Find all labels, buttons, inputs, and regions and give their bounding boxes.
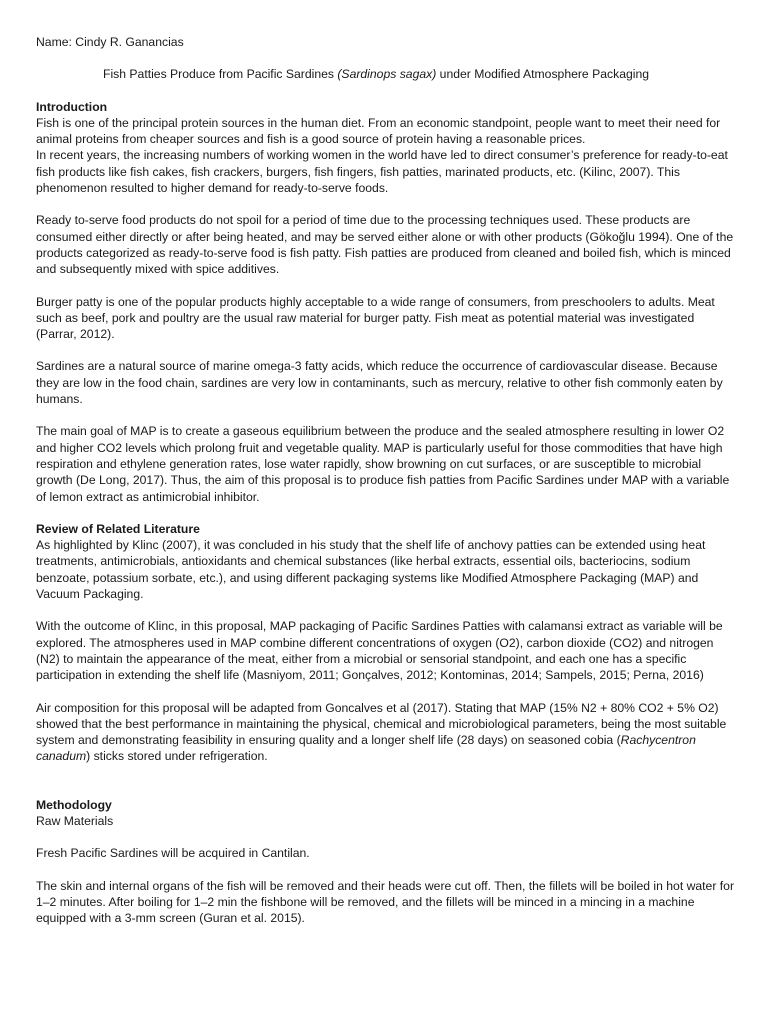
title-text-after: under Modified Atmosphere Packaging xyxy=(436,67,650,82)
review-paragraph-3 xyxy=(36,700,736,765)
document-title xyxy=(103,66,736,82)
review-species: Rachycentron canadum xyxy=(36,733,696,764)
review-paragraph-3-after: ) sticks stored under refrigeration. xyxy=(86,749,268,764)
introduction-paragraph-3: Burger patty is one of the popular products highly acceptable to a wide range of consumers, from preschoolers to adults. Meat such as beef, pork and poultry are the usual raw material for burger patty. Fish meat as potential material was investigated (Parrar, 2012). xyxy=(36,294,715,342)
document-page xyxy=(36,34,736,926)
methodology-paragraph-1: Fresh Pacific Sardines will be acquired in Cantilan. xyxy=(36,846,310,861)
title-text-before: Fish Patties Produce from Pacific Sardines xyxy=(103,67,338,82)
methodology-subheading: Raw Materials xyxy=(36,813,114,828)
introduction-paragraph-1b: In recent years, the increasing numbers of working women in the world have led to direct consumer’s preference for ready-to-eat fish products like fish cakes, fish crackers, burgers, fish fingers, fish patties, marinated products, etc. (Kilinc, 2007). This phenomenon resulted to higher demand for ready-to-serve foods. xyxy=(36,148,728,196)
methodology-heading: Methodology xyxy=(36,797,112,812)
review-paragraph-1: As highlighted by Klinc (2007), it was concluded in his study that the shelf life of anchovy patties can be extended using heat treatments, antimicrobials, antioxidants and chemical substances (like herbal extracts, essential oils, bacteriocins, sodium benzoate, potassium sorbate, etc.), and using different packaging systems like Modified Atmosphere Packaging (MAP) and Vacuum Packaging. xyxy=(36,538,706,602)
methodology-paragraph-2: The skin and internal organs of the fish will be removed and their heads were cut off. Then, the fillets will be boiled in hot water for 1–2 minutes. After boiling for 1–2 min the fishbone will be removed, and the fillets will be minced in a mincing in a machine equipped with a 3-mm screen (Guran et al. 2015). xyxy=(36,878,735,926)
introduction-paragraph-5: The main goal of MAP is to create a gaseous equilibrium between the produce and the sealed atmosphere resulting in lower O2 and higher CO2 levels which prolong fruit and vegetable quality. MAP is particularly useful for those commodities that have high respiration and ethylene generation rates, lose water rapidly, show browning on cut surfaces, or are susceptible to microbial growth (De Long, 2017). Thus, the aim of this proposal is to produce fish patties from Pacific Sardines under MAP with a variable of lemon extract as antimicrobial inhibitor. xyxy=(36,424,730,504)
review-paragraph-3-before: Air composition for this proposal will be adapted from Goncalves et al (2017). Stating that MAP (15% N2 + 80% CO2 + 5% O2) showed that the best performance in maintaining the physical, chemical and microbiological parameters, being the most suitable system and demonstrating feasibility in ensuring quality and a longer shelf life (28 days) on seasoned cobia ( xyxy=(36,700,727,748)
author-name: Name: Cindy R. Ganancias xyxy=(36,35,184,49)
review-paragraph-2: With the outcome of Klinc, in this proposal, MAP packaging of Pacific Sardines Patties with calamansi extract as variable will be explored. The atmospheres used in MAP combine different concentrations of oxygen (O2), carbon dioxide (CO2) and nitrogen (N2) to maintain the appearance of the meat, either from a microbial or sensorial standpoint, and each one has a specific participation in extending the shelf life (Masniyom, 2011; Gonçalves, 2012; Kontominas, 2014; Sampels, 2015; Perna, 2016) xyxy=(36,619,723,683)
introduction-paragraph-1a: Fish is one of the principal protein sources in the human diet. From an economic standpoint, people want to meet their need for animal proteins from cheaper sources and fish is a good source of protein having a reasonable prices. xyxy=(36,115,721,147)
title-species: (Sardinops sagax) xyxy=(337,67,437,82)
introduction-heading: Introduction xyxy=(36,99,108,114)
review-heading: Review of Related Literature xyxy=(36,521,200,536)
introduction-paragraph-4: Sardines are a natural source of marine omega-3 fatty acids, which reduce the occurrence of cardiovascular disease. Because they are low in the food chain, sardines are very low in contaminants, such as mercury, relative to other fish commonly eaten by humans. xyxy=(36,359,723,407)
introduction-paragraph-2: Ready to-serve food products do not spoil for a period of time due to the processing techniques used. These products are consumed either directly or after being heated, and may be served either alone or with other products (Gökoğlu 1994). One of the products categorized as ready-to-serve food is fish patty. Fish patties are produced from cleaned and boiled fish, which is minced and subsequently mixed with spice additives. xyxy=(36,213,734,277)
